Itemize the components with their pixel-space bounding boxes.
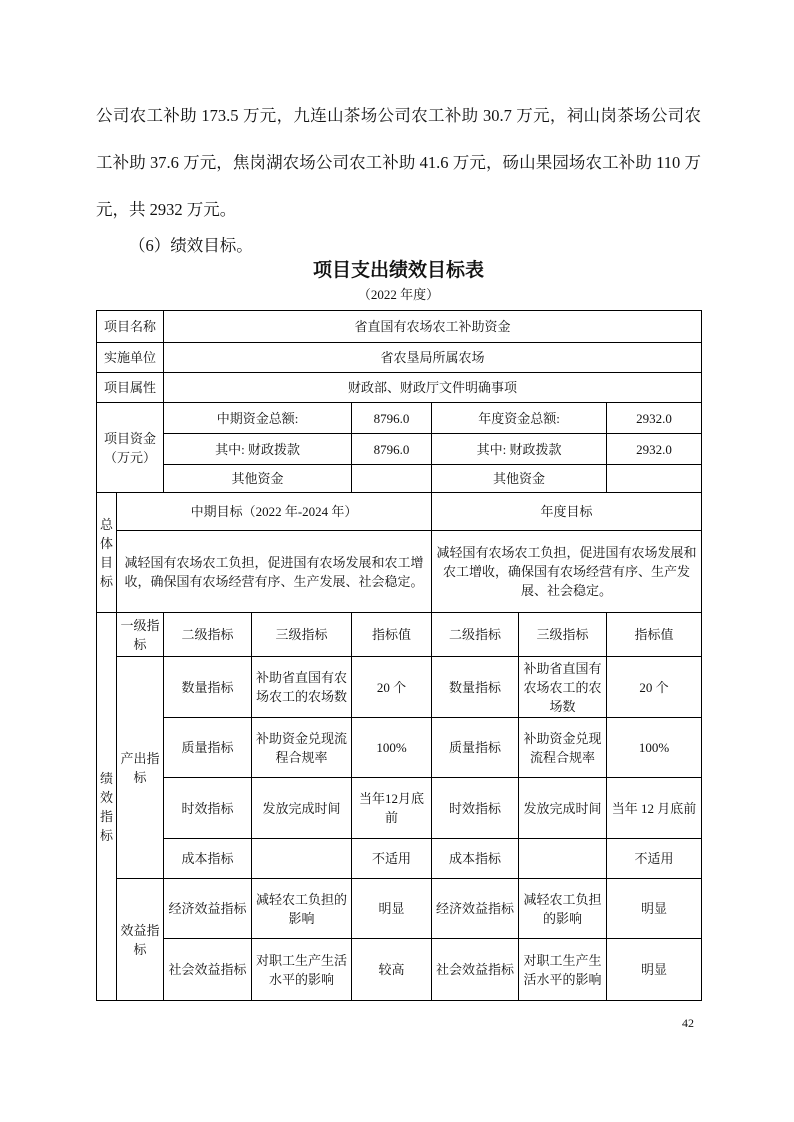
- row-funding-total: [97, 403, 702, 434]
- social-value-left: 较高: [352, 939, 432, 1001]
- economic-l2-right: 经济效益指标: [432, 879, 519, 939]
- quality-value-right: 100%: [607, 718, 702, 778]
- project-attribute-value: 财政部、财政厅文件明确事项: [164, 373, 702, 403]
- quality-l3-left: 补助资金兑现流程合规率: [252, 718, 352, 778]
- row-quality-indicator: [97, 718, 702, 778]
- quality-l2-right: 质量指标: [432, 718, 519, 778]
- year-goal-text: 减轻国有农场农工负担，促进国有农场发展和农工增收，确保国有农场经营有序、生产发展、社会稳定。: [432, 531, 702, 613]
- economic-value-left: 明显: [352, 879, 432, 939]
- header-value-right: 指标值: [607, 613, 702, 657]
- header-level2-right: 二级指标: [432, 613, 519, 657]
- row-cost-indicator: [97, 839, 702, 879]
- social-value-right: 明显: [607, 939, 702, 1001]
- quantity-value-left: 20 个: [352, 657, 432, 718]
- quality-l3-right: 补助资金兑现流程合规率: [519, 718, 607, 778]
- funding-label-line2: （万元）: [104, 449, 157, 465]
- funding-label: [97, 403, 164, 493]
- cost-value-left: 不适用: [352, 839, 432, 879]
- performance-target-table: [96, 310, 702, 1001]
- row-funding-other: [97, 465, 702, 493]
- quality-value-left: 100%: [352, 718, 432, 778]
- timeliness-l2-right: 时效指标: [432, 778, 519, 839]
- social-l3-right: 对职工生产生活水平的影响: [519, 939, 607, 1001]
- social-l2-right: 社会效益指标: [432, 939, 519, 1001]
- cost-l3-left: [252, 839, 352, 879]
- year-goal-header: 年度目标: [432, 493, 702, 531]
- header-level3-left: 三级指标: [252, 613, 352, 657]
- quantity-l2-right: 数量指标: [432, 657, 519, 718]
- cost-l2-right: 成本指标: [432, 839, 519, 879]
- row-quantity-indicator: [97, 657, 702, 718]
- mid-other-label: 其他资金: [164, 465, 352, 493]
- quantity-l2-left: 数量指标: [164, 657, 252, 718]
- mid-fiscal-label: 其中: 财政拨款: [164, 434, 352, 465]
- row-project-attribute: [97, 373, 702, 403]
- header-level3-right: 三级指标: [519, 613, 607, 657]
- row-implementing-unit: [97, 343, 702, 373]
- benefit-indicator-group-label: 效益指标: [117, 879, 164, 1001]
- quantity-l3-right: 补助省直国有农场农工的农场数: [519, 657, 607, 718]
- body-paragraph-item-6: （6）绩效目标。: [129, 236, 253, 255]
- quantity-l3-left: 补助省直国有农场农工的农场数: [252, 657, 352, 718]
- performance-indicator-label: 绩效指标: [97, 613, 117, 1001]
- row-project-name: [97, 311, 702, 343]
- header-level2-left: 二级指标: [164, 613, 252, 657]
- cost-l2-left: 成本指标: [164, 839, 252, 879]
- year-other-value: [607, 465, 702, 493]
- table-title: 项目支出绩效目标表: [312, 260, 484, 281]
- mid-total-label: 中期资金总额:: [164, 403, 352, 434]
- year-total-label: 年度资金总额:: [432, 403, 607, 434]
- row-indicator-header: [97, 613, 702, 657]
- page-number: 42: [682, 1016, 694, 1030]
- project-name-label: 项目名称: [97, 311, 164, 343]
- implementing-unit-value: 省农垦局所属农场: [164, 343, 702, 373]
- quality-l2-left: 质量指标: [164, 718, 252, 778]
- body-paragraph-continuation: 公司农工补助 173.5 万元，九连山茶场公司农工补助 30.7 万元，祠山岗茶场公司农工补助 37.6 万元，焦岗湖农场公司农工补助 41.6 万元，砀山果园场农工补助 110 万元，共 2932 万元。: [96, 106, 701, 219]
- quantity-value-right: 20 个: [607, 657, 702, 718]
- mid-fiscal-value: 8796.0: [352, 434, 432, 465]
- row-social-benefit-indicator: [97, 939, 702, 1001]
- year-fiscal-value: 2932.0: [607, 434, 702, 465]
- funding-label-line1: 项目资金: [104, 430, 157, 446]
- project-attribute-label: 项目属性: [97, 373, 164, 403]
- cost-value-right: 不适用: [607, 839, 702, 879]
- economic-value-right: 明显: [607, 879, 702, 939]
- row-funding-fiscal: [97, 434, 702, 465]
- economic-l3-right: 减轻农工负担的影响: [519, 879, 607, 939]
- mid-goal-header: 中期目标（2022 年-2024 年）: [117, 493, 432, 531]
- implementing-unit-label: 实施单位: [97, 343, 164, 373]
- header-level1: 一级指标: [117, 613, 164, 657]
- economic-l3-left: 减轻农工负担的影响: [252, 879, 352, 939]
- mid-other-value: [352, 465, 432, 493]
- year-other-label: 其他资金: [432, 465, 607, 493]
- mid-total-value: 8796.0: [352, 403, 432, 434]
- table-subtitle: （2022 年度）: [357, 287, 440, 302]
- row-economic-benefit-indicator: [97, 879, 702, 939]
- overall-goal-label: 总体目标: [97, 493, 117, 613]
- economic-l2-left: 经济效益指标: [164, 879, 252, 939]
- social-l2-left: 社会效益指标: [164, 939, 252, 1001]
- row-goal-content: [97, 531, 702, 613]
- cost-l3-right: [519, 839, 607, 879]
- social-l3-left: 对职工生产生活水平的影响: [252, 939, 352, 1001]
- project-name-value: 省直国有农场农工补助资金: [164, 311, 702, 343]
- row-timeliness-indicator: [97, 778, 702, 839]
- year-fiscal-label: 其中: 财政拨款: [432, 434, 607, 465]
- mid-goal-text: 减轻国有农场农工负担，促进国有农场发展和农工增收，确保国有农场经营有序、生产发展、社会稳定。: [117, 531, 432, 613]
- timeliness-value-right: 当年 12 月底前: [607, 778, 702, 839]
- header-value-left: 指标值: [352, 613, 432, 657]
- timeliness-l3-left: 发放完成时间: [252, 778, 352, 839]
- row-goal-header: [97, 493, 702, 531]
- timeliness-value-left: 当年12月底前: [352, 778, 432, 839]
- year-total-value: 2932.0: [607, 403, 702, 434]
- output-indicator-group-label: 产出指标: [117, 657, 164, 879]
- timeliness-l3-right: 发放完成时间: [519, 778, 607, 839]
- timeliness-l2-left: 时效指标: [164, 778, 252, 839]
